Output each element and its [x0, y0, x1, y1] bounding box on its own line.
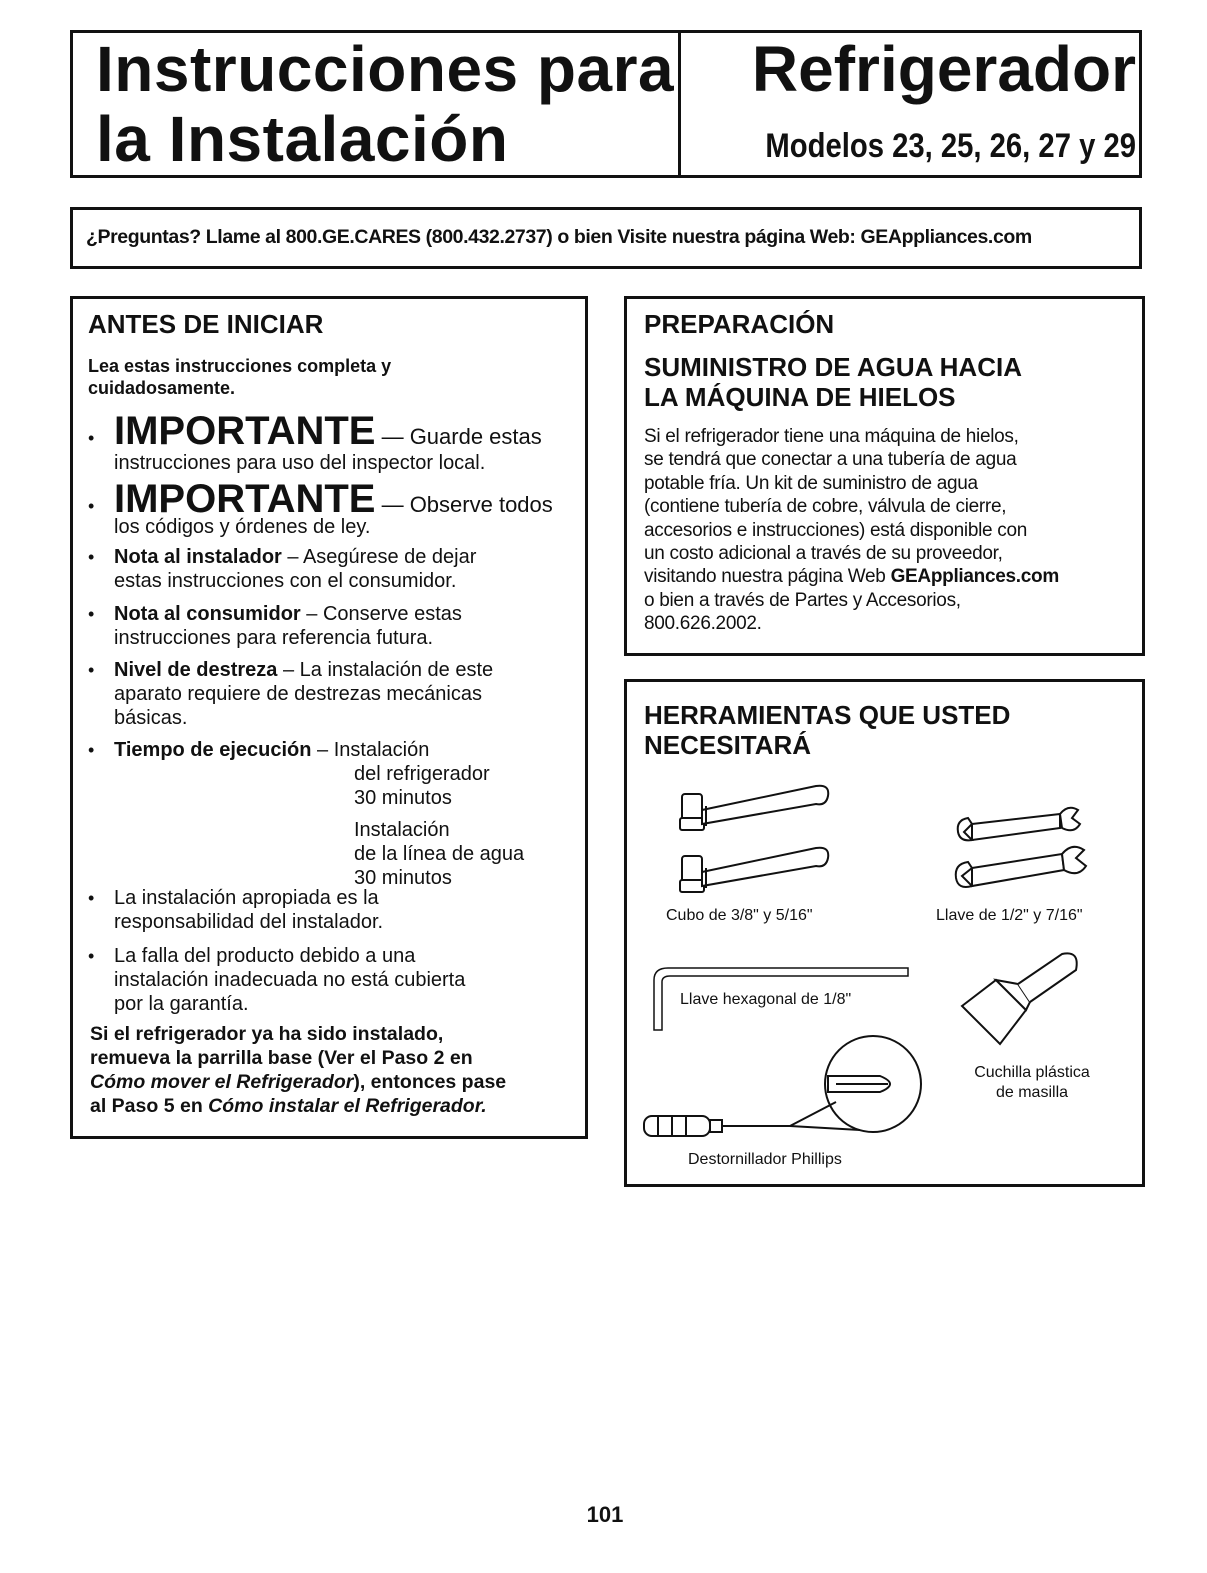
website-link[interactable]: GEAppliances.com: [890, 566, 1059, 588]
tiempo-ejecucion-rest: – Instalación: [311, 739, 430, 761]
prep-line: un costo adicional a través de su proveedor,: [644, 543, 1003, 565]
preparacion-body: [644, 425, 1059, 636]
suministro-line: LA MÁQUINA DE HIELOS: [644, 382, 956, 412]
note-line: al Paso 5 en: [90, 1095, 209, 1117]
prep-line: potable fría. Un kit de suministro de agua: [644, 472, 978, 494]
note-italic: Cómo mover el Refrigerador: [90, 1071, 354, 1093]
title-line-1: Instrucciones para: [96, 33, 675, 105]
wrench-caption: Llave de 1/2" y 7/16": [936, 907, 1083, 924]
hex-caption: Llave hexagonal de 1/8": [680, 991, 852, 1008]
note-line: remueva la parrilla base (Ver el Paso 2 en: [90, 1047, 473, 1069]
importante-rest: — Guarde estas: [375, 424, 542, 449]
prep-line: Si el refrigerador tiene una máquina de hielos,: [644, 426, 1019, 447]
putty-caption: [940, 1063, 1124, 1103]
importante-2-line2: los códigos y órdenes de ley.: [114, 516, 371, 538]
bullet-dot: •: [88, 946, 95, 966]
importante-1-line2: instrucciones para uso del inspector local.: [114, 452, 486, 474]
antes-lead-line-2: cuidadosamente.: [88, 378, 236, 398]
antes-lead-line-1: Lea estas instrucciones completa y: [88, 356, 392, 376]
putty-caption-line: de masilla: [995, 1084, 1069, 1101]
bullet-dot: •: [88, 740, 95, 760]
line: instalación inadecuada no está cubierta: [114, 969, 466, 991]
bullet-dot: •: [88, 888, 95, 908]
importante-2: [114, 478, 553, 520]
prep-line: (contiene tubería de cobre, válvula de cierre,: [644, 496, 1007, 518]
line: responsabilidad del instalador.: [114, 911, 384, 933]
prep-line: se tendrá que conectar a una tubería de agua: [644, 449, 1017, 471]
tiempo-line: Instalación: [354, 819, 450, 841]
contact-text: ¿Preguntas? Llame al 800.GE.CARES (800.432.2737) o bien Visite nuestra página Web: GEAppliances.com: [86, 226, 1032, 248]
importante-rest: — Observe todos: [375, 492, 553, 517]
bullet-dot: •: [88, 496, 95, 516]
herramientas-line: HERRAMIENTAS QUE USTED: [644, 700, 1011, 730]
herramientas-heading: [644, 700, 1010, 760]
nota-consumidor: [114, 602, 462, 650]
note-line: ), entonces pase: [353, 1071, 507, 1093]
socket-caption: Cubo de 3/8" y 5/16": [666, 907, 813, 924]
socket-wrench-icon: [676, 780, 836, 900]
installed-note: [90, 1022, 506, 1118]
tiempo-ejecucion-bold: Tiempo de ejecución: [114, 739, 312, 761]
nivel-destreza-line2: aparato requiere de destrezas mecánicas: [114, 683, 482, 705]
tiempo-line: de la línea de agua: [354, 843, 525, 865]
tiempo-ejecucion: [114, 738, 429, 762]
screwdriver-caption: Destornillador Phillips: [688, 1151, 842, 1168]
bullet-dot: •: [88, 604, 95, 624]
importante-label: IMPORTANTE: [114, 409, 376, 453]
instalacion-apropiada: [114, 886, 383, 934]
line: por la garantía.: [114, 993, 249, 1015]
putty-caption-line: Cuchilla plástica: [974, 1064, 1090, 1081]
nota-consumidor-line2: instrucciones para referencia futura.: [114, 627, 434, 649]
bullet-dot: •: [88, 428, 95, 448]
line: La falla del producto debido a una: [114, 945, 416, 967]
suministro-heading: [644, 352, 1022, 412]
falla-producto: [114, 944, 465, 1016]
preparacion-heading: PREPARACIÓN: [644, 309, 835, 339]
line: La instalación apropiada es la: [114, 887, 379, 909]
importante-1: [114, 410, 542, 452]
document-title: [96, 34, 674, 174]
nota-instalador: [114, 545, 476, 593]
importante-label: IMPORTANTE: [114, 477, 376, 521]
nota-consumidor-rest: – Conserve estas: [300, 603, 462, 625]
antes-lead: [88, 355, 391, 399]
putty-knife-icon: [956, 950, 1086, 1050]
herramientas-line: NECESITARÁ: [644, 730, 812, 760]
suministro-line: SUMINISTRO DE AGUA HACIA: [644, 352, 1022, 382]
tiempo-line: 30 minutos: [354, 867, 452, 889]
tiempo-ejecucion-detail: [354, 762, 524, 890]
phillips-screwdriver-icon: [640, 1040, 940, 1150]
note-italic: Cómo instalar el Refrigerador.: [208, 1095, 487, 1117]
product-title: Refrigerador: [751, 33, 1136, 105]
note-line: Si el refrigerador ya ha sido instalado,: [90, 1023, 444, 1045]
header-divider: [678, 30, 681, 178]
open-end-wrench-icon: [950, 800, 1090, 890]
nivel-destreza-rest: – La instalación de este: [277, 659, 494, 681]
nivel-destreza-bold: Nivel de destreza: [114, 659, 278, 681]
title-line-2: la Instalación: [96, 103, 509, 175]
bullet-dot: •: [88, 660, 95, 680]
tiempo-line: del refrigerador: [354, 763, 490, 785]
bullet-dot: •: [88, 547, 95, 567]
phone-number: 800.626.2002.: [644, 613, 762, 635]
nota-consumidor-bold: Nota al consumidor: [114, 603, 301, 625]
nota-instalador-rest: – Asegúrese de dejar: [281, 546, 477, 568]
prep-line: visitando nuestra página Web: [644, 566, 891, 588]
page-number: 101: [586, 1502, 624, 1527]
models-line: Modelos 23, 25, 26, 27 y 29: [765, 127, 1136, 165]
nivel-destreza: [114, 658, 493, 730]
antes-heading: ANTES DE INICIAR: [88, 309, 324, 339]
nota-instalador-bold: Nota al instalador: [114, 546, 282, 568]
prep-line: accesorios e instrucciones) está disponible con: [644, 519, 1027, 541]
prep-line: o bien a través de Partes y Accesorios,: [644, 589, 961, 611]
tiempo-line: 30 minutos: [354, 787, 452, 809]
nivel-destreza-line3: básicas.: [114, 707, 188, 729]
nota-instalador-line2: estas instrucciones con el consumidor.: [114, 570, 457, 592]
